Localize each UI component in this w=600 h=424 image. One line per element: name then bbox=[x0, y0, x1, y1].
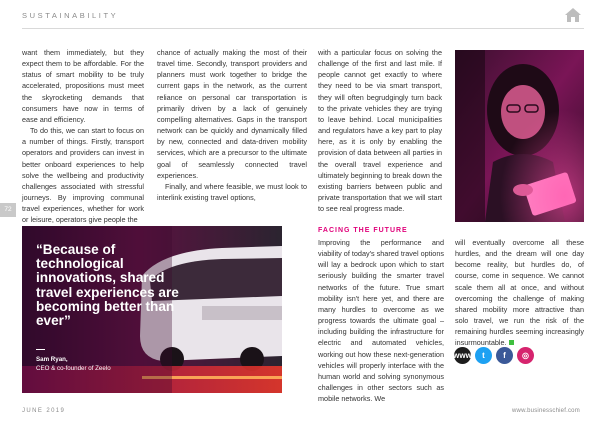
section-subheading: FACING THE FUTURE bbox=[318, 227, 408, 234]
article-column-3 bbox=[318, 47, 442, 214]
quote-divider bbox=[36, 349, 45, 350]
paragraph: To do this, we can start to focus on a number of things. Firstly, transport operators and providers can invest in better onboard experiences to help solve the wellbeing and productivity challenges associated with stressful journeys. By improving communal travel experiences, whether for work or leisure, operators give people the bbox=[22, 126, 144, 225]
woman-with-tablet-photo bbox=[455, 50, 584, 222]
page-number-right: 73 bbox=[588, 206, 596, 213]
page-number-left: 72 bbox=[0, 203, 16, 217]
paragraph: chance of actually making the most of their travel time. Secondly, transport providers and planners must work together to bridge the current gaps in the network, as the current reliance on personal car transportation is primarily driven by a lack of genuinely compelling alternatives. Gaps in the transport network can be quickly and dynamically filled by new, connected and data-driven mobility services, which are a precursor to the ultimate goal of seamlessly connected travel experiences. bbox=[157, 48, 307, 180]
home-icon[interactable] bbox=[564, 7, 582, 23]
header-divider bbox=[22, 28, 584, 29]
paragraph: Improving the performance and viability of today's shared travel options will lay a bedrock upon which to start seriously building the smarter travel networks of the future. True smart mobility isn't here yet, and there are many hurdles to overcome as we progress towards the ultimate goal – including building the infrastructure for electric and automated vehicles, working out how these next-generation vehicles will properly interface with the human world and solving synonymous challenges in other sectors such as mobile networks. We bbox=[318, 238, 444, 404]
quote-author-name: Sam Ryan, bbox=[36, 356, 68, 363]
article-column-4 bbox=[318, 237, 444, 404]
pull-quote: “Because of technological innovations, shared travel experiences are becoming better than ever” bbox=[36, 242, 179, 329]
website-link[interactable]: www.businesschief.com bbox=[512, 408, 580, 414]
paragraph: Finally, and where feasible, we must look to interlink existing travel options, bbox=[157, 181, 307, 203]
article-column-1 bbox=[22, 47, 144, 226]
end-mark-icon bbox=[509, 340, 514, 345]
article-column-5 bbox=[455, 237, 584, 349]
paragraph: with a particular focus on solving the challenge of the first and last mile. If people cannot get exactly to where they need to be via smart transport, they will often begrudgingly turn back to the private vehicles they are trying to leave behind. Local municipalities and regulators have a key part to play here, as it is only by enabling the provision of data between all parties in the overall travel experience and ultimately beginning to break down the existing barriers between public and private transportation that we will start to see real progress made. bbox=[318, 48, 442, 214]
twitter-icon[interactable]: t bbox=[475, 347, 492, 364]
social-links bbox=[454, 347, 534, 364]
section-title: SUSTAINABILITY bbox=[22, 11, 119, 20]
instagram-icon[interactable]: ◎ bbox=[517, 347, 534, 364]
issue-date: JUNE 2019 bbox=[22, 408, 66, 414]
paragraph: want them immediately, but they expect them to be affordable. For the status of smart mobility to be truly accelerated, propositions must meet the skyrocketing demands that consumers have now in terms of ease and efficiency. bbox=[22, 48, 144, 124]
www-icon[interactable]: www bbox=[454, 347, 471, 364]
article-column-2 bbox=[157, 47, 307, 203]
quote-author-title: CEO & co-founder of Zeelo bbox=[36, 364, 111, 372]
paragraph bbox=[455, 237, 584, 349]
facebook-icon[interactable]: f bbox=[496, 347, 513, 364]
quote-attribution bbox=[36, 356, 111, 373]
closing-paragraph-text: will eventually overcome all these hurdles, and the dream will one day become reality, but hurdles do, of course, come in sequence. We cannot scale them all at once, and without overcoming the challenge of making shared mobility more attractive than solo travel, we run the risk of the remaining hurdles seeming increasingly insurmountable. bbox=[455, 238, 584, 348]
